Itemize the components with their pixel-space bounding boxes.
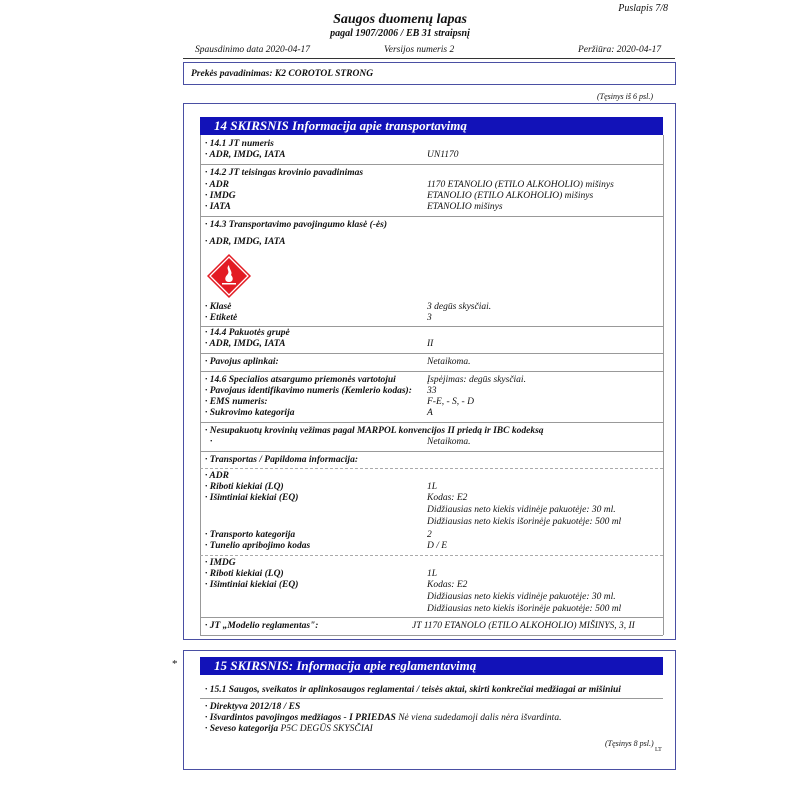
- section-14-header: 14 SKIRSNIS Informacija apie transportavimą: [200, 117, 663, 135]
- revision-marker: *: [172, 658, 178, 670]
- label-excepted-quantities: · Išimtiniai kiekiai (EQ): [205, 493, 299, 503]
- version-number: Versijos numeris 2: [384, 45, 455, 55]
- label-iata: · IATA: [205, 202, 231, 212]
- label-14-4: · 14.4 Pakuotės grupė: [205, 328, 290, 338]
- value-imdg-name: ETANOLIO (ETILO ALKOHOLIO) mišinys: [427, 191, 594, 201]
- label-stowage: · Sukrovimo kategorija: [205, 408, 295, 418]
- label-14-2: · 14.2 JT teisingas krovinio pavadinimas: [205, 168, 364, 178]
- print-date: Spausdinimo data 2020-04-17: [195, 45, 311, 55]
- label-un-model: · JT „Modelio reglamentas":: [205, 621, 319, 631]
- label-environment: · Pavojus aplinkai:: [205, 357, 279, 367]
- listed-substances-line: [205, 713, 561, 724]
- value-stowage: A: [427, 408, 433, 418]
- document-title: Saugos duomenų lapas: [333, 12, 467, 27]
- label-14-1-mode: · ADR, IMDG, IATA: [205, 150, 286, 160]
- label-14-3: · 14.3 Transportavimo pavojingumo klasė (-ės): [205, 220, 387, 230]
- label-limited-quantities-imdg: · Riboti kiekiai (LQ): [205, 569, 284, 579]
- document-subtitle: pagal 1907/2006 / EB 31 straipsnį: [330, 28, 470, 39]
- seveso-line: [205, 724, 373, 735]
- value-class: 3 degūs skysčiai.: [427, 302, 492, 312]
- value-un-number: UN1170: [427, 150, 459, 160]
- label-seveso: · Seveso kategorija: [205, 724, 279, 734]
- value-eq-code: Kodas: E2: [427, 493, 468, 503]
- label-14-3-mode: · ADR, IMDG, IATA: [205, 237, 286, 247]
- page-number: Puslapis 7/8: [618, 3, 668, 14]
- value-limited-quantities-imdg: 1L: [427, 569, 438, 579]
- label-adr: · ADR: [205, 180, 229, 190]
- label-imdg-section: · IMDG: [205, 558, 236, 568]
- continued-to: (Tęsinys 8 psl.): [605, 739, 654, 748]
- value-marpol: Netaikoma.: [427, 437, 471, 447]
- label-transport-category: · Transporto kategorija: [205, 530, 296, 540]
- label-14-6: · 14.6 Specialios atsargumo priemonės vartotojui: [205, 375, 396, 385]
- value-label: 3: [427, 313, 432, 323]
- value-packing-group: II: [427, 339, 434, 349]
- value-eq-outer: Didžiausias neto kiekis išorinėje pakuotėje: 500 ml: [427, 517, 622, 527]
- header-rule: [183, 58, 675, 59]
- value-transport-category: 2: [427, 530, 432, 540]
- value-eq-code-imdg: Kodas: E2: [427, 580, 468, 590]
- value-iata-name: ETANOLIO mišinys: [427, 202, 503, 212]
- value-eq-outer-imdg: Didžiausias neto kiekis išorinėje pakuotėje: 500 ml: [427, 604, 622, 614]
- continued-from: (Tęsinys iš 6 psl.): [597, 92, 653, 101]
- value-environment: Netaikoma.: [427, 357, 471, 367]
- section-15-header: 15 SKIRSNIS: Informacija apie reglamentavimą: [200, 657, 663, 675]
- value-limited-quantities: 1L: [427, 482, 438, 492]
- label-tunnel-code: · Tunelio apribojimo kodas: [205, 541, 311, 551]
- language-code: LT: [655, 747, 662, 753]
- review-date: Peržiūra: 2020-04-17: [578, 45, 662, 55]
- label-ems: · EMS numeris:: [205, 397, 268, 407]
- label-directive: · Direktyva 2012/18 / ES: [205, 702, 301, 712]
- value-seveso: P5C DEGŪS SKYSČIAI: [280, 724, 373, 734]
- label-excepted-quantities-imdg: · Išimtiniai kiekiai (EQ): [205, 580, 299, 590]
- value-adr-name: 1170 ETANOLIO (ETILO ALKOHOLIO) mišinys: [427, 180, 614, 190]
- label-kemler: · Pavojaus identifikavimo numeris (Kemlerio kodas):: [205, 386, 412, 396]
- value-eq-inner: Didžiausias neto kiekis vidinėje pakuotėje: 30 ml.: [427, 505, 616, 515]
- label-14-1: · 14.1 JT numeris: [205, 139, 274, 149]
- label-14-4-mode: · ADR, IMDG, IATA: [205, 339, 286, 349]
- label-class: · Klasė: [205, 302, 232, 312]
- value-kemler: 33: [427, 386, 437, 396]
- product-name: Prekės pavadinimas: K2 COROTOL STRONG: [191, 69, 374, 79]
- label-listed-substances: · Išvardintos pavojingos medžiagos - I PRIEDAS: [205, 713, 396, 723]
- label-15-1: · 15.1 Saugos, sveikatos ir aplinkosaugos reglamentai / teisės aktai, skirti konkrečiai medžiagai ar mišiniui: [205, 685, 621, 695]
- value-listed-substances: Nė viena sudedamoji dalis nėra išvardinta.: [398, 713, 562, 723]
- label-transport-info: · Transportas / Papildoma informacija:: [205, 455, 358, 465]
- value-un-model: JT 1170 ETANOLO (ETILO ALKOHOLIO) MIŠINYS, 3, II: [412, 621, 635, 631]
- flammable-hazard-icon: [206, 253, 252, 299]
- value-14-6: Įspėjimas: degūs skysčiai.: [427, 375, 526, 385]
- label-imdg: · IMDG: [205, 191, 236, 201]
- product-name-box: [183, 62, 676, 85]
- label-limited-quantities: · Riboti kiekiai (LQ): [205, 482, 284, 492]
- label-label: · Etiketė: [205, 313, 238, 323]
- value-eq-inner-imdg: Didžiausias neto kiekis vidinėje pakuotėje: 30 ml.: [427, 592, 616, 602]
- marpol-bullet: ·: [210, 437, 213, 447]
- value-ems: F-E, - S, - D: [427, 397, 474, 407]
- value-tunnel-code: D / E: [427, 541, 448, 551]
- label-adr-section: · ADR: [205, 471, 229, 481]
- label-marpol: · Nesupakuotų krovinių vežimas pagal MARPOL konvencijos II priedą ir IBC kodeksą: [205, 426, 544, 436]
